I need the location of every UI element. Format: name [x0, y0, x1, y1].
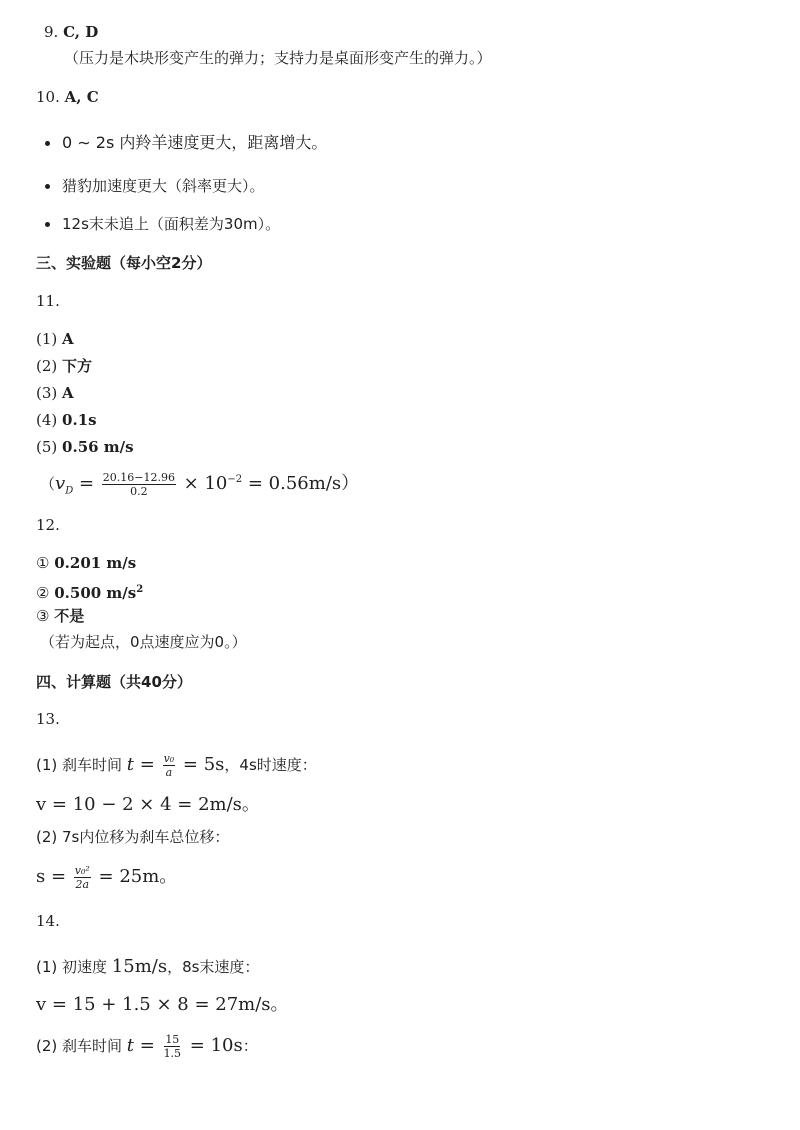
- section-heading-calculation: 四、计算题（共40分）: [36, 673, 192, 691]
- q11-item-label: (1): [36, 330, 58, 348]
- q9-number: 9.: [44, 23, 59, 41]
- q12-item-1: [36, 553, 136, 573]
- q12-number: 12.: [36, 516, 60, 534]
- q10-number: 10.: [36, 88, 60, 106]
- q10-bullet-1: 0 ∼ 2s 内羚羊速度更大，距离增大。: [62, 133, 328, 152]
- q14-fraction: $\frac{15}{1.5}$: [163, 1033, 182, 1060]
- q10-answer: A, C: [64, 88, 99, 106]
- q11-item-label: (5): [36, 438, 58, 456]
- q9-note: （压力是木块形变产生的弹力；支持力是桌面形变产生的弹力。）: [64, 49, 492, 67]
- q12-item-label: ③: [36, 607, 50, 625]
- q11-formula: （$v_D$ = $\frac{20.16-12.96}{0.2}$ × $10^{-2} = 0.56m/s$）: [40, 470, 360, 498]
- q12-item-answer: 不是: [54, 607, 85, 625]
- q13-fraction: $\frac{\text{v₀}}{a}$: [163, 752, 175, 779]
- q11-item-answer: 0.1s: [62, 411, 97, 429]
- q12-item-3: [36, 606, 84, 626]
- q12-item-label: ②: [36, 584, 50, 602]
- q11-item-answer: 下方: [62, 357, 93, 375]
- q11-item-label: (4): [36, 411, 58, 429]
- q12-item-answer: 0.201 m/s: [54, 554, 137, 572]
- q14-part1: (1) 初速度 15m/s，8s末速度：: [36, 956, 260, 977]
- q13-part1: (1) 刹车时间 t = $\frac{\text{v₀}}{a}$ = 5s，4s时速度：: [36, 752, 317, 779]
- section-heading-experiment: 三、实验题（每小空2分）: [36, 254, 212, 272]
- q10-line: [36, 87, 99, 107]
- q11-item-5: [36, 437, 134, 457]
- q14-part2: (2) 刹车时间 t = $\frac{15}{1.5}$ = 10s：: [36, 1033, 258, 1060]
- q14-equation-1: v = 15 + 1.5 × 8 = 27m/s。: [36, 994, 289, 1015]
- q14-number: 14.: [36, 912, 60, 930]
- q11-fraction: $\frac{20.16-12.96}{0.2}$: [102, 470, 175, 498]
- q12-item-2: ② 0.500 $m/s^2$: [36, 584, 144, 602]
- q13-equation-1: v = 10 − 2 × 4 = 2m/s。: [36, 794, 260, 815]
- q13-equation-2: s = $\frac{\text{v₀²}}{2a}$ = 25m。: [36, 863, 178, 891]
- q11-item-answer: A: [62, 384, 74, 402]
- q11-item-3: [36, 383, 74, 403]
- q11-item-label: (2): [36, 357, 58, 375]
- q11-item-answer: A: [62, 330, 74, 348]
- q10-bullet-3: 12s末未追上（面积差为30m）。: [62, 215, 281, 233]
- q12-note: （若为起点，0点速度应为0。）: [40, 633, 247, 651]
- q11-item-4: [36, 410, 97, 430]
- q9-answer: C, D: [63, 23, 99, 41]
- q11-item-label: (3): [36, 384, 58, 402]
- q13-fraction-2: $\frac{\text{v₀²}}{2a}$: [74, 863, 90, 891]
- q11-item-answer: 0.56 m/s: [62, 438, 134, 456]
- q10-bullet-2: 猎豹加速度更大（斜率更大）。: [62, 177, 265, 195]
- q12-item-label: ①: [36, 554, 50, 572]
- q11-item-2: [36, 356, 92, 376]
- q12-item-answer: 0.500 m/s: [54, 584, 137, 602]
- q11-number: 11.: [36, 292, 60, 310]
- q9-line: [44, 22, 98, 42]
- q13-number: 13.: [36, 710, 60, 728]
- q13-part2: (2) 7s内位移为刹车总位移：: [36, 828, 230, 846]
- q11-item-1: [36, 329, 74, 349]
